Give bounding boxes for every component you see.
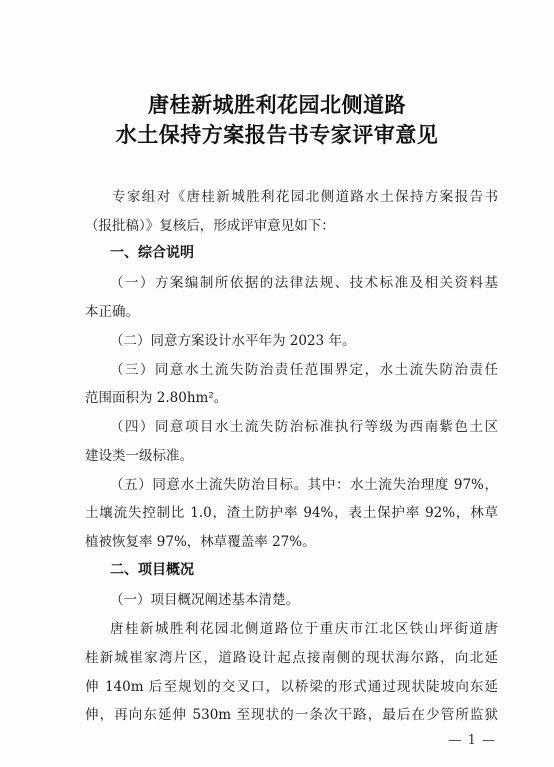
s1-item5-line2: 土壤流失控制比 1.0，渣土防护率 94%，表土保护率 92%，林草 [85,505,498,521]
s1-item4-line2: 建设类一级标准。 [85,448,193,464]
page-number: — 1 — [448,733,496,748]
s1-item1-line1: （一）方案编制所依据的法律法规、技术标准及相关资料基 [110,275,498,291]
section1-heading: 一、综合说明 [110,245,194,261]
s1-item3-line1: （三）同意水土流失防治责任范围界定，水土流失防治责任 [110,362,498,378]
s1-item1-line2: 本正确。 [85,304,139,320]
document-title-line1: 唐桂新城胜利花园北侧道路 [148,92,406,117]
intro-line1: 专家组对《唐桂新城胜利花园北侧道路水土保持方案报告书 [112,189,498,205]
s1-item5-line1: （五）同意水土流失防治目标。其中：水土流失治理度 97%， [110,477,498,493]
document-title-line2: 水土保持方案报告书专家评审意见 [115,122,439,147]
s1-item5-line3: 植被恢复率 97%，林草覆盖率 27%。 [85,534,316,550]
s2-para-line1: 唐桂新城胜利花园北侧道路位于重庆市江北区铁山坪街道唐 [110,621,498,637]
s1-item4-line1: （四）同意项目水土流失防治标准执行等级为西南紫色土区 [110,419,498,435]
s2-item1-line1: （一）项目概况阐述基本清楚。 [110,592,299,608]
s2-para-line4: 伸，再向东延伸 530m 至现状的一条次干路，最后在少管所监狱 [85,707,498,723]
s1-item2-line1: （二）同意方案设计水平年为 2023 年。 [110,333,356,349]
intro-line2: （报批稿）》复核后，形成评审意见如下： [85,218,335,234]
s1-item3-line2: 范围面积为 2.80hm²。 [85,390,228,406]
s2-para-line2: 桂新城崔家湾片区，道路设计起点接南侧的现状海尔路，向北延 [85,650,498,666]
s2-para-line3: 伸 140m 后至规划的交叉口，以桥梁的形式通过现状陡坡向东延 [85,679,498,695]
section2-heading: 二、项目概况 [110,562,194,578]
